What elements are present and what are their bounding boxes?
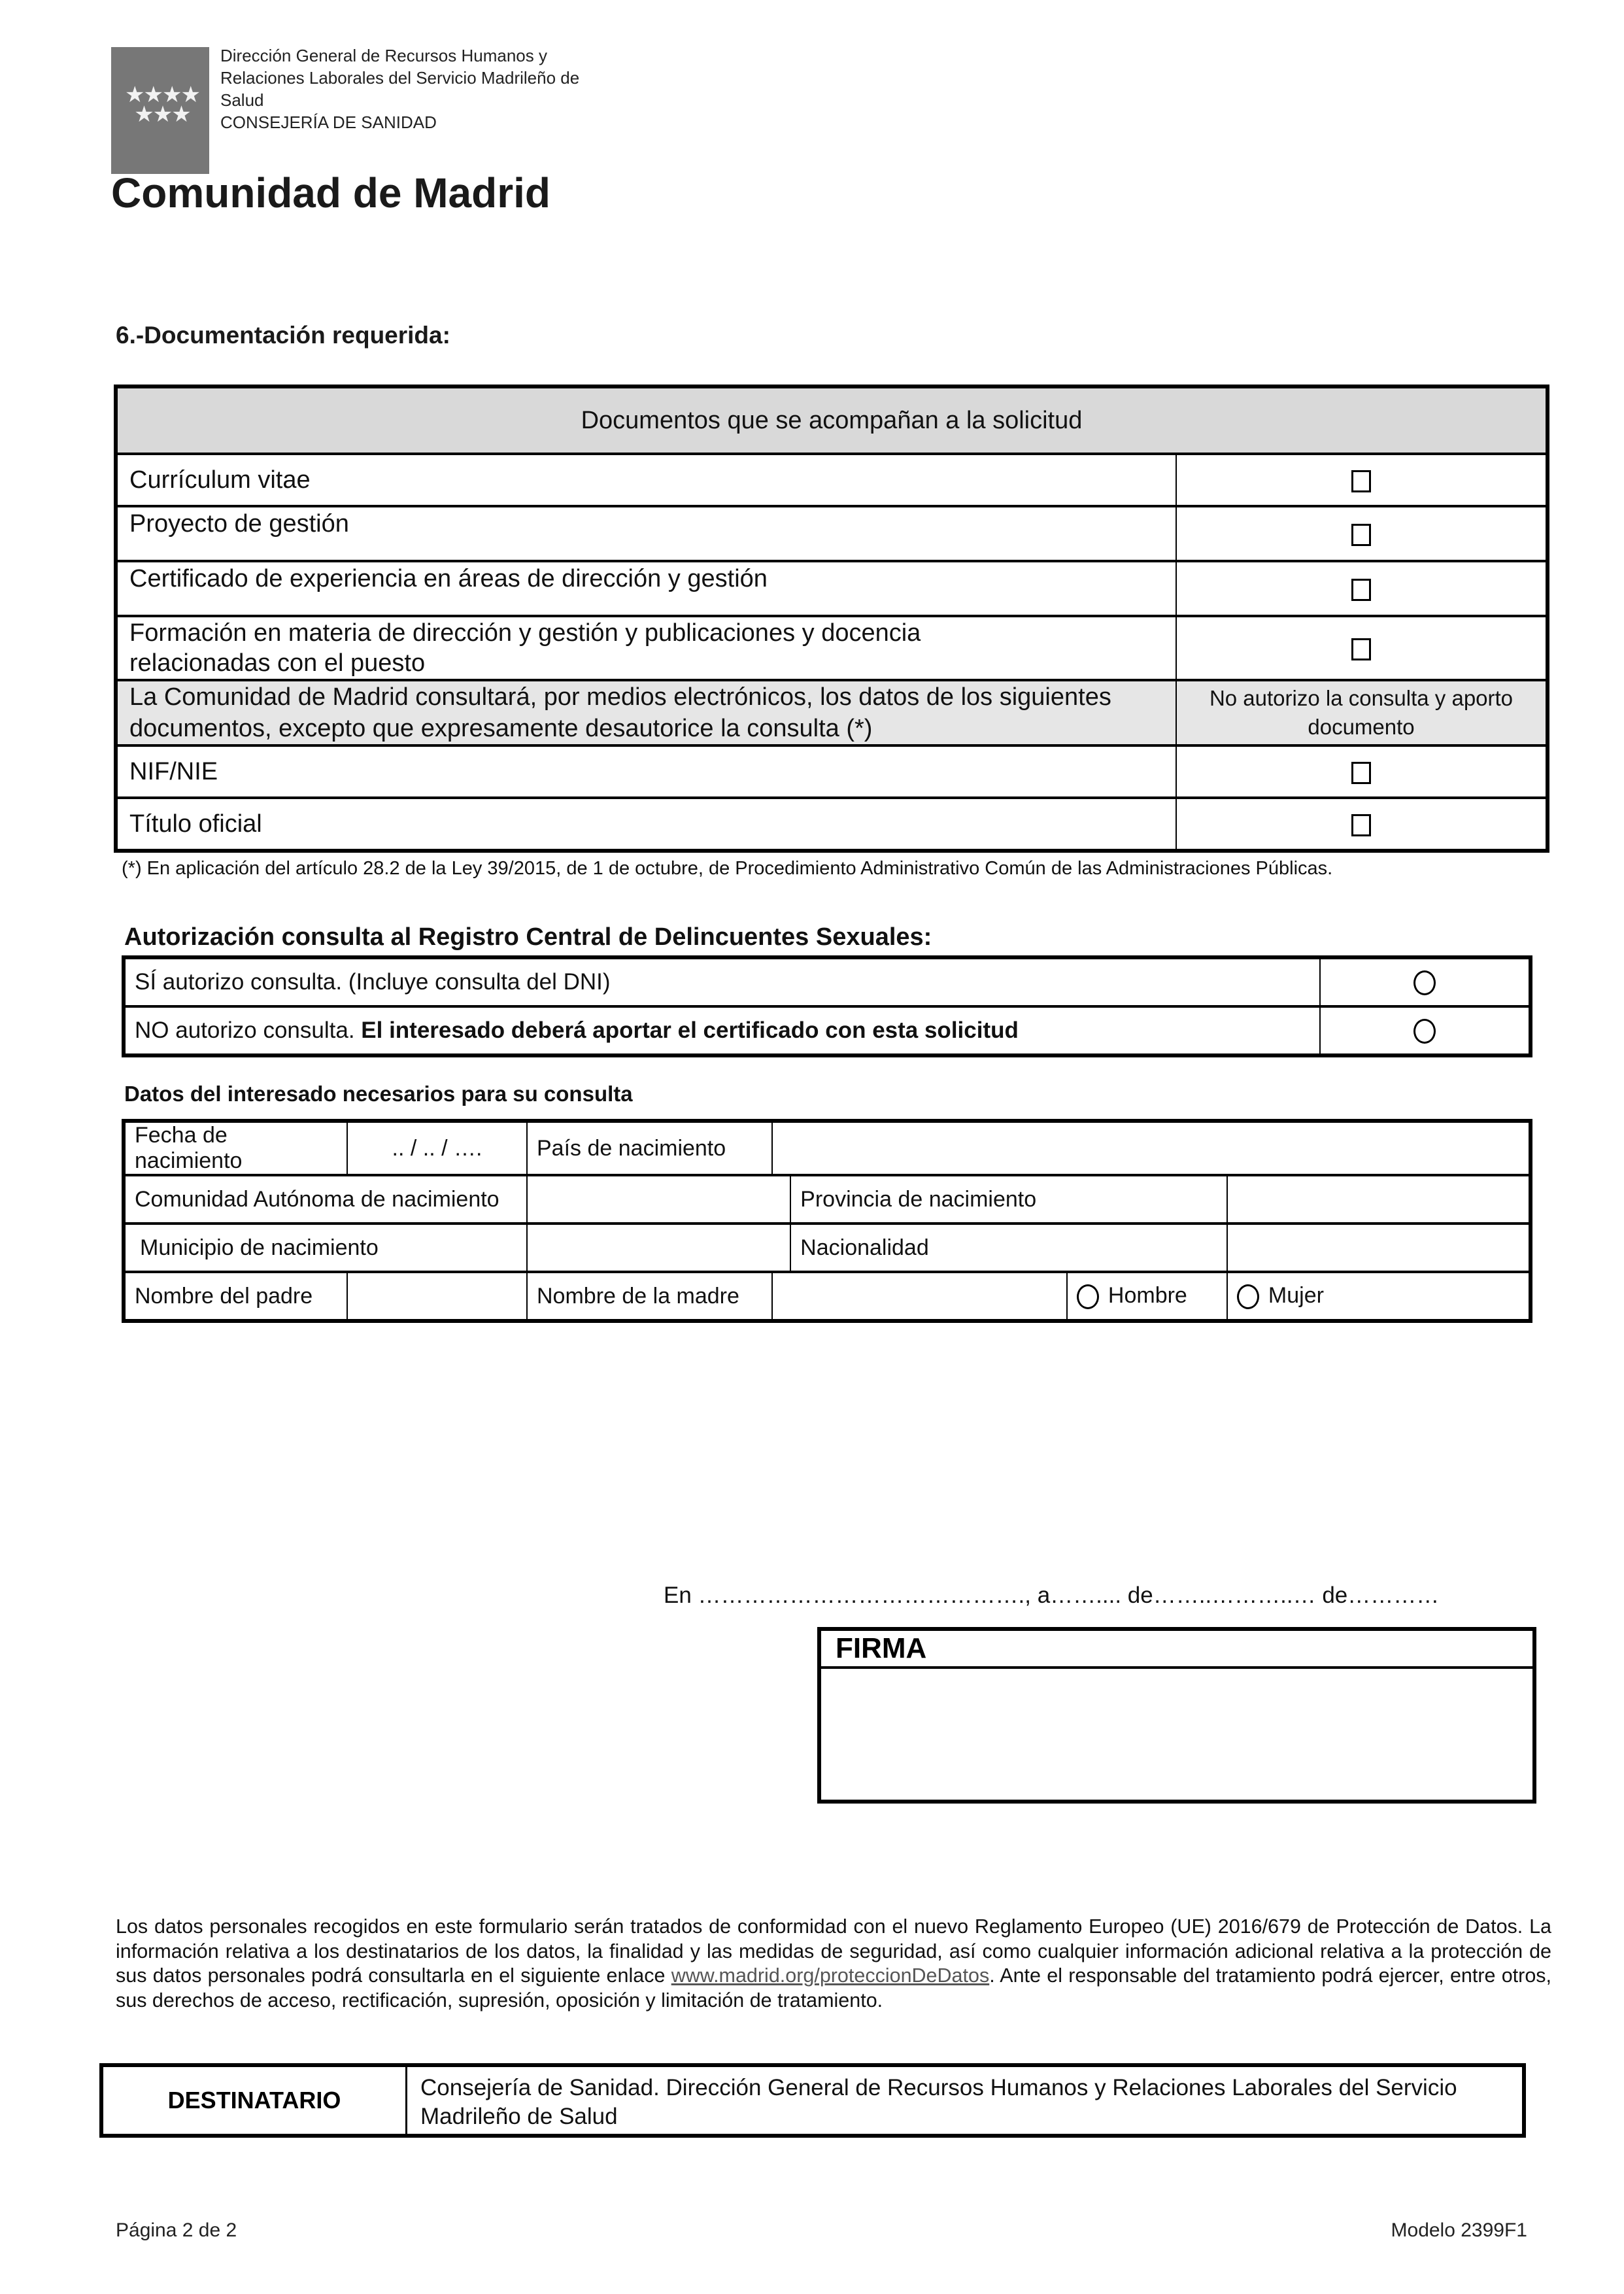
section-title: 6.-Documentación requerida: [116,322,450,349]
option-label: NO autorizo consulta. El interesado deberá aportar el certificado con esta solicitud [124,1006,1320,1055]
place-date-line[interactable]: En ……………………………………., a…….... de……..………..… de………… [664,1583,1440,1608]
comunidad-input[interactable] [527,1175,790,1224]
authorization-table [122,955,1532,1057]
no-autorizo-header: No autorizo la consulta y aporto documento [1176,680,1548,745]
page-title: Comunidad de Madrid [111,169,550,216]
formacion-checkbox[interactable] [1351,638,1371,660]
document-label: Certificado de experiencia en áreas de dirección y gestión [116,561,1176,616]
fecha-label: Fecha de nacimiento [124,1121,347,1175]
firma-label: FIRMA [821,1631,1532,1669]
option-label: SÍ autorizo consulta. (Incluye consulta del DNI) [124,957,1320,1006]
destinatario-box [99,2063,1526,2138]
consulta-row [116,680,1548,745]
document-label: Proyecto de gestión [116,506,1176,561]
org-line: Salud [220,90,264,110]
padre-input[interactable] [347,1272,527,1321]
authorization-option [124,957,1531,1006]
si-autorizo-radio[interactable] [1413,970,1436,995]
table-row [116,561,1548,616]
pais-input[interactable] [772,1121,1531,1175]
pais-label: País de nacimiento [527,1121,772,1175]
model-number: Modelo 2399F1 [1391,2219,1527,2241]
org-line: CONSEJERÍA DE SANIDAD [220,112,437,132]
table-row [116,506,1548,561]
nif-nie-checkbox[interactable] [1351,762,1371,784]
nacionalidad-label: Nacionalidad [790,1224,1227,1272]
org-line: Relaciones Laborales del Servicio Madrileño de [220,68,580,88]
proteccion-datos-link[interactable]: www.madrid.org/proteccionDeDatos [671,1964,990,1987]
provincia-label: Provincia de nacimiento [790,1175,1227,1224]
table-row [116,454,1548,506]
comunidad-madrid-logo [111,47,209,174]
fecha-input[interactable]: .. / .. / …. [347,1121,527,1175]
document-label: NIF/NIE [116,745,1176,798]
document-label: Formación en materia de dirección y gestión y publicaciones y docencia relacionadas con el puesto [116,616,1176,680]
municipio-label: Municipio de nacimiento [124,1224,527,1272]
consulta-text: La Comunidad de Madrid consultará, por medios electrónicos, los datos de los siguientes documentos, excepto que expresamente desautorice la consulta (*) [116,680,1176,745]
sexo-mujer[interactable]: Mujer [1227,1272,1531,1321]
signature-box[interactable] [817,1627,1536,1804]
destinatario-text: Consejería de Sanidad. Dirección General de Recursos Humanos y Relaciones Laborales del Servicio Madrileño de Salud [420,2075,1457,2129]
nacionalidad-input[interactable] [1227,1224,1531,1272]
authorization-title: Autorización consulta al Registro Central de Delincuentes Sexuales: [124,923,932,951]
organization-text [220,44,579,133]
document-label: Título oficial [116,798,1176,851]
proyecto-checkbox[interactable] [1351,524,1371,546]
curriculum-checkbox[interactable] [1351,470,1371,492]
municipio-input[interactable] [527,1224,790,1272]
personal-data-title: Datos del interesado necesarios para su consulta [124,1082,633,1106]
titulo-oficial-checkbox[interactable] [1351,814,1371,836]
madre-input[interactable] [772,1272,1067,1321]
mujer-radio[interactable] [1237,1284,1259,1309]
padre-label: Nombre del padre [124,1272,347,1321]
madre-label: Nombre de la madre [527,1272,772,1321]
no-autorizo-radio[interactable] [1413,1019,1436,1044]
footnote: (*) En aplicación del artículo 28.2 de la Ley 39/2015, de 1 de octubre, de Procedimiento Administrativo Común de las Administraciones Públicas. [122,858,1333,879]
table-row [116,798,1548,851]
documents-table [114,385,1549,853]
provincia-input[interactable] [1227,1175,1531,1224]
sexo-hombre[interactable]: Hombre [1067,1272,1227,1321]
table-row [116,745,1548,798]
org-line: Dirección General de Recursos Humanos y [220,46,547,65]
documents-table-header: Documentos que se acompañan a la solicitud [116,386,1548,454]
stars-icon: ★★★★ ★★★ [125,82,199,127]
destinatario-label: DESTINATARIO [103,2067,407,2134]
legal-notice: Los datos personales recogidos en este formulario serán tratados de conformidad con el nuevo Reglamento Europeo (UE) 2016/679 de Protección de Datos. La información relativa a los destinatarios de los datos, la finalidad y las medidas de seguridad, así como cualquier información adicional relativa a la protección de sus datos personales podrá consultarla en el siguiente enlace www.madrid.org/proteccionDeDatos. Ante el responsable del tratamiento podrá ejercer, entre otros, sus derechos de acceso, rectificación, supresión, oposición y limitación de tratamiento. [116,1915,1552,2012]
table-row [116,616,1548,680]
comunidad-label: Comunidad Autónoma de nacimiento [124,1175,527,1224]
page-number: Página 2 de 2 [116,2219,237,2241]
authorization-option [124,1006,1531,1055]
hombre-radio[interactable] [1077,1284,1099,1309]
document-label: Currículum vitae [116,454,1176,506]
certificado-checkbox[interactable] [1351,579,1371,601]
personal-data-table [122,1119,1532,1323]
